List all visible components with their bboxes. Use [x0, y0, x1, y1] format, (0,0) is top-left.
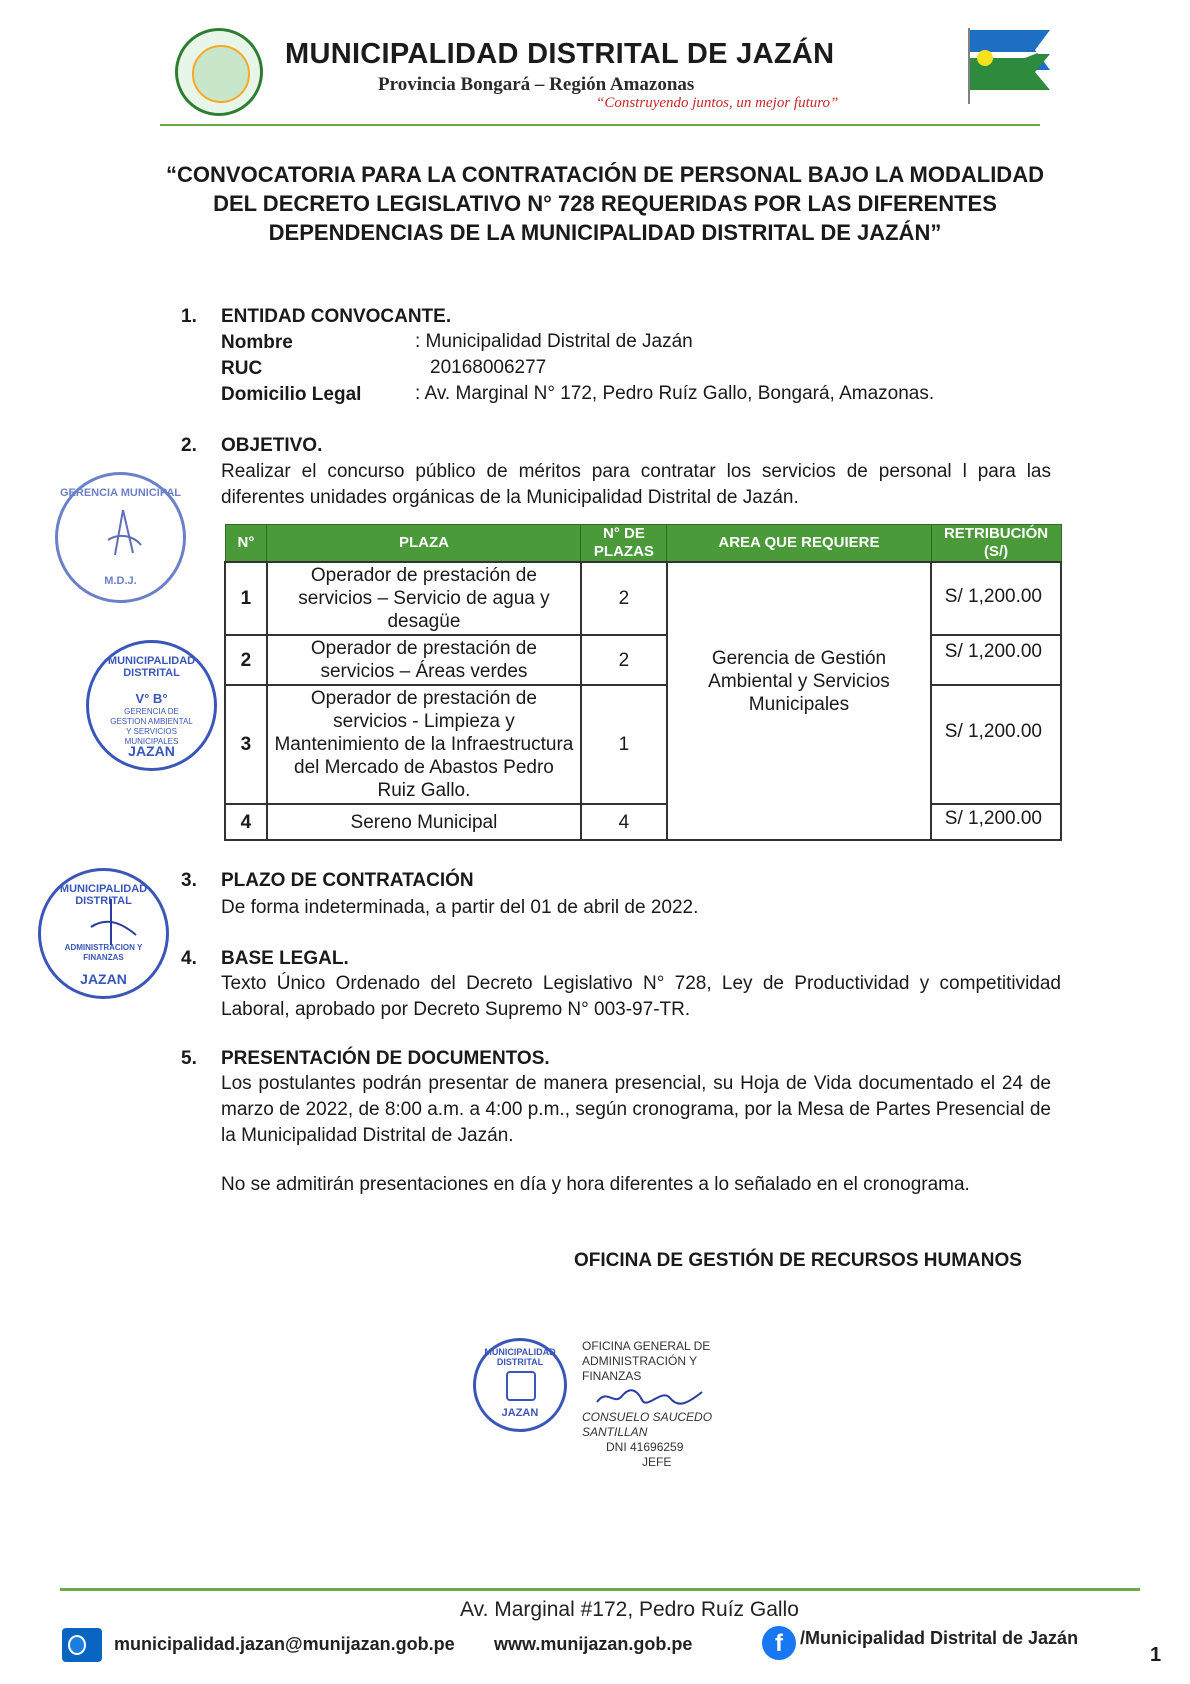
- gerencia-municipal-stamp: [55, 472, 186, 603]
- field-label-ruc: RUC: [221, 358, 263, 379]
- signature-seal-stamp: [473, 1338, 567, 1432]
- coat-of-arms-icon: [506, 1371, 536, 1401]
- field-label-nombre: Nombre: [221, 332, 293, 353]
- page-number: 1: [1150, 1644, 1162, 1666]
- stamp-office-line1: OFICINA GENERAL DE: [582, 1339, 711, 1353]
- table-row: [225, 562, 1061, 635]
- section2-text: Realizar el concurso público de méritos para contratar los servicios de personal l para las diferentes unidades orgánicas de la Municipalidad Distrital de Jazán.: [221, 461, 1051, 508]
- table-row: [225, 685, 1061, 804]
- section5-number: 5.: [181, 1048, 197, 1069]
- row-area: Gerencia de Gestión Ambiental y Servicios Municipales: [667, 562, 931, 840]
- signer-dni: DNI 41696259: [606, 1440, 684, 1454]
- section5-note: No se admitirán presentaciones en día y hora diferentes a lo señalado en el cronograma.: [221, 1174, 970, 1195]
- stamp-bottom-text: M.D.J.: [104, 575, 137, 587]
- district-flag-icon: [965, 26, 1055, 106]
- signature-stamp-block: [582, 1339, 752, 1470]
- stamp-vb-text: V° B°: [135, 691, 168, 706]
- col-header-area: AREA QUE REQUIERE: [667, 525, 931, 563]
- stamp-top-text: MUNICIPALIDAD DISTRITAL: [59, 883, 148, 907]
- field-label-domicilio: Domicilio Legal: [221, 384, 362, 405]
- footer-email[interactable]: municipalidad.jazan@munijazan.gob.pe: [114, 1634, 455, 1654]
- facebook-icon: f: [762, 1626, 796, 1660]
- table-row: [225, 635, 1061, 685]
- field-value-nombre: : Municipalidad Distrital de Jazán: [415, 331, 693, 352]
- stamp-middle-text: ADMINISTRACION Y FINANZAS: [64, 943, 143, 962]
- col-header-num-plazas: N° DE PLAZAS: [581, 525, 667, 563]
- col-header-plaza: PLAZA: [267, 525, 581, 563]
- table-row: [225, 804, 1061, 840]
- footer-address: Av. Marginal #172, Pedro Ruíz Gallo: [460, 1598, 799, 1621]
- footer-divider: [60, 1588, 1140, 1591]
- header-title: MUNICIPALIDAD DISTRITAL DE JAZÁN: [285, 38, 835, 70]
- section1-number: 1.: [181, 306, 197, 327]
- section4-text: Texto Único Ordenado del Decreto Legislativo N° 728, Ley de Productividad y competitividad Laboral, aprobado por Decreto Supremo N° 003-97-TR.: [221, 973, 1061, 1020]
- row-retribucion: S/ 1,200.00: [931, 685, 1061, 804]
- municipal-seal-logo: [175, 28, 263, 116]
- stamp-bottom-text: JAZAN: [501, 1407, 539, 1419]
- section5-heading: PRESENTACIÓN DE DOCUMENTOS.: [221, 1048, 550, 1069]
- col-header-retribucion: RETRIBUCIÓN (S/): [931, 525, 1061, 563]
- handwritten-signature: [592, 1384, 722, 1410]
- stamp-middle-text: GERENCIA DE GESTION AMBIENTAL Y SERVICIOS MUNICIPALES: [110, 707, 193, 746]
- field-value-ruc: 20168006277: [430, 357, 547, 378]
- header-motto: “Construyendo juntos, un mejor futuro”: [596, 95, 839, 111]
- row-number: 3: [225, 685, 267, 804]
- row-num-plazas: 1: [581, 685, 667, 804]
- row-retribucion: S/ 1,200.00: [931, 635, 1061, 685]
- signing-office: OFICINA DE GESTIÓN DE RECURSOS HUMANOS: [574, 1250, 1022, 1271]
- row-num-plazas: 2: [581, 562, 667, 635]
- row-num-plazas: 2: [581, 635, 667, 685]
- section1-heading: ENTIDAD CONVOCANTE.: [221, 306, 452, 327]
- handwritten-initials: [93, 505, 153, 565]
- signer-name: CONSUELO SAUCEDO SANTILLAN: [582, 1410, 713, 1439]
- row-number: 2: [225, 635, 267, 685]
- row-plaza: Operador de prestación de servicios – Servicio de agua y desagüe: [267, 562, 581, 635]
- stamp-bottom-text: JAZAN: [80, 971, 127, 987]
- section3-number: 3.: [181, 870, 197, 891]
- header-divider: [160, 124, 1040, 126]
- row-plaza: Operador de prestación de servicios – Áreas verdes: [267, 635, 581, 685]
- stamp-top-text: MUNICIPALIDAD DISTRITAL: [107, 655, 196, 679]
- section4-heading: BASE LEGAL.: [221, 948, 349, 969]
- plazas-table: [224, 524, 1062, 841]
- row-plaza: Operador de prestación de servicios - Limpieza y Mantenimiento de la Infraestructura del Mercado de Abastos Pedro Ruiz Gallo.: [267, 685, 581, 804]
- document-title: “CONVOCATORIA PARA LA CONTRATACIÓN DE PERSONAL BAJO LA MODALIDAD DEL DECRETO LEGISLATIVO N° 728 REQUERIDAS POR LAS DIFERENTES DEPENDENCIAS DE LA MUNICIPALIDAD DISTRITAL DE JAZÁN”: [166, 162, 1044, 245]
- stamp-top-text: GERENCIA MUNICIPAL: [60, 487, 181, 499]
- header-province: Provincia Bongará – Región Amazonas: [378, 74, 695, 95]
- footer-facebook[interactable]: /Municipalidad Distrital de Jazán: [800, 1628, 1079, 1648]
- signer-role: JEFE: [642, 1455, 672, 1469]
- row-number: 4: [225, 804, 267, 840]
- section3-heading: PLAZO DE CONTRATACIÓN: [221, 870, 474, 891]
- row-retribucion: S/ 1,200.00: [931, 562, 1061, 635]
- row-retribucion: S/ 1,200.00: [931, 804, 1061, 840]
- section3-text: De forma indeterminada, a partir del 01 de abril de 2022.: [221, 897, 699, 918]
- gestion-ambiental-stamp: [86, 640, 217, 771]
- section4-number: 4.: [181, 948, 197, 969]
- stamp-office-line2: ADMINISTRACIÓN Y FINANZAS: [582, 1354, 697, 1383]
- row-num-plazas: 4: [581, 804, 667, 840]
- stamp-top-text: MUNICIPALIDAD DISTRITAL: [484, 1347, 556, 1367]
- row-number: 1: [225, 562, 267, 635]
- col-header-n: N°: [225, 525, 267, 563]
- outlook-icon: [62, 1628, 102, 1662]
- stamp-bottom-text: JAZAN: [128, 743, 175, 759]
- section5-text: Los postulantes podrán presentar de manera presencial, su Hoja de Vida documentado el 24 de marzo de 2022, de 8:00 a.m. a 4:00 p.m., según cronograma, por la Mesa de Partes Presencial de la Municipalidad Distrital de Jazán.: [221, 1073, 1051, 1146]
- footer-website[interactable]: www.munijazan.gob.pe: [494, 1634, 693, 1654]
- field-value-domicilio: : Av. Marginal N° 172, Pedro Ruíz Gallo, Bongará, Amazonas.: [415, 383, 935, 404]
- administracion-stamp: [38, 868, 169, 999]
- handwritten-initials: [81, 897, 141, 947]
- table-header-row: [225, 525, 1061, 563]
- row-plaza: Sereno Municipal: [267, 804, 581, 840]
- section2-heading: OBJETIVO.: [221, 435, 323, 456]
- section2-number: 2.: [181, 435, 197, 456]
